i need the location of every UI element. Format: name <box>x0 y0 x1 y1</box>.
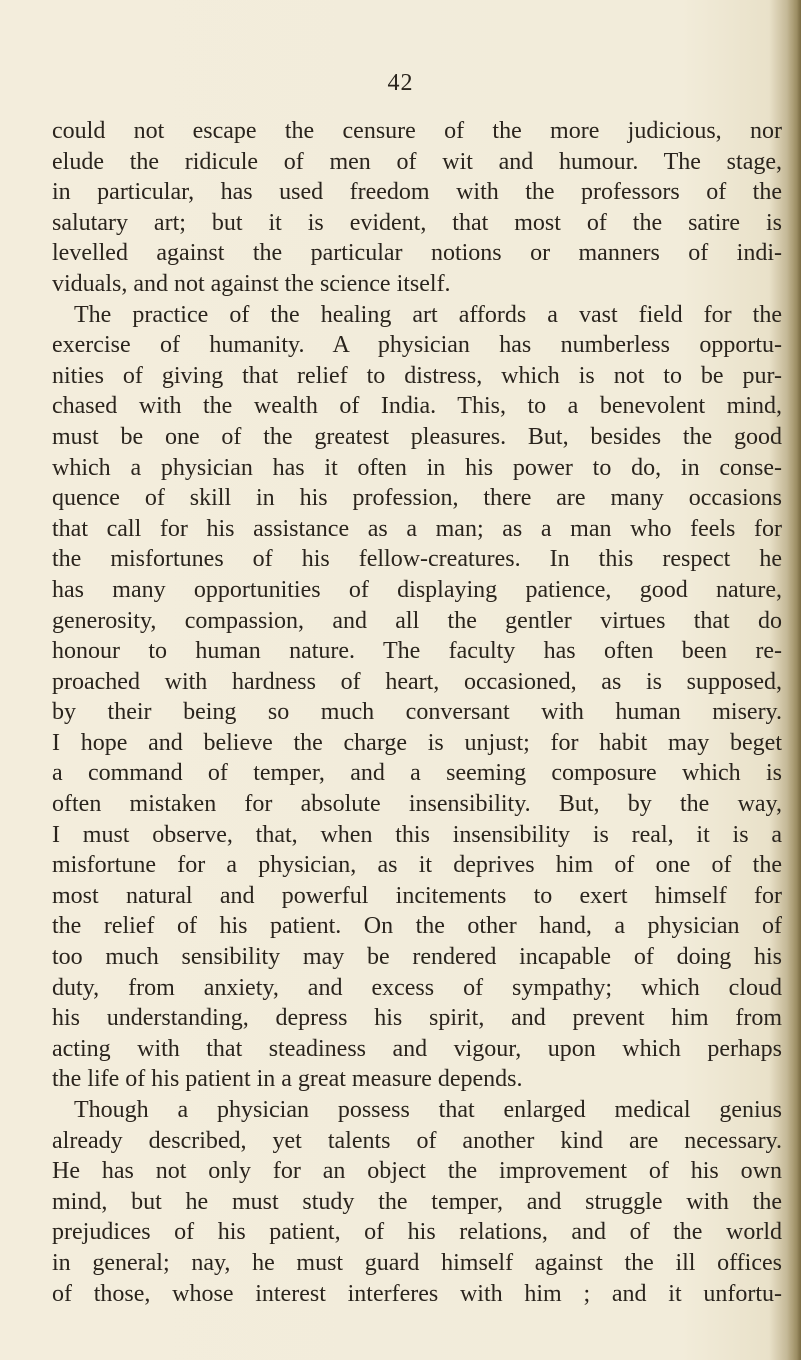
text-line: prejudices of his patient, of his relations, and of the world <box>52 1219 782 1246</box>
text-line: acting with that steadiness and vigour, upon which perhaps <box>52 1035 782 1062</box>
text-line: that call for his assistance as a man; as a man who feels for <box>52 515 782 542</box>
text-line: a command of temper, and a seeming composure which is <box>52 760 782 787</box>
text-line: I hope and believe the charge is unjust; for habit may beget <box>52 729 782 756</box>
page-number: 42 <box>387 70 414 96</box>
text-line: the life of his patient in a great measure depends. <box>52 1066 523 1093</box>
text-line: quence of skill in his profession, there are many occasions <box>52 485 782 512</box>
text-line: too much sensibility may be rendered incapable of doing his <box>52 944 782 971</box>
text-line: duty, from anxiety, and excess of sympathy; which cloud <box>52 974 782 1001</box>
text-line: Though a physician possess that enlarged medical genius <box>74 1097 782 1123</box>
text-line: elude the ridicule of men of wit and humour. The stage, <box>52 148 782 175</box>
text-line: already described, yet talents of another kind are necessary. <box>52 1127 782 1154</box>
text-line: The practice of the healing art affords a vast field for the <box>74 301 782 328</box>
text-line: honour to human nature. The faculty has often been re- <box>52 638 782 665</box>
text-line: proached with hardness of heart, occasioned, as is supposed, <box>52 668 782 695</box>
text-line: which a physician has it often in his power to do, in conse- <box>52 454 782 481</box>
text-line: often mistaken for absolute insensibility. But, by the way, <box>52 791 782 818</box>
text-line: chased with the wealth of India. This, to a benevolent mind, <box>52 393 782 420</box>
body-text <box>52 116 782 1309</box>
text-line: of those, whose interest interferes with him ; and it unfortu- <box>52 1280 782 1307</box>
text-line: mind, but he must study the temper, and struggle with the <box>52 1188 782 1215</box>
text-line: by their being so much conversant with human misery. <box>52 699 782 726</box>
text-line: his understanding, depress his spirit, and prevent him from <box>52 1005 782 1032</box>
page-edge-shadow <box>787 0 801 1360</box>
text-line: misfortune for a physician, as it deprives him of one of the <box>52 852 782 879</box>
text-line: must be one of the greatest pleasures. But, besides the good <box>52 423 782 450</box>
text-line: levelled against the particular notions or manners of indi- <box>52 240 782 267</box>
text-line: has many opportunities of displaying patience, good nature, <box>52 576 782 603</box>
text-line: the misfortunes of his fellow-creatures. In this respect he <box>52 546 782 573</box>
text-line: viduals, and not against the science itself. <box>52 270 451 297</box>
text-line: He has not only for an object the improvement of his own <box>52 1158 782 1185</box>
text-line: salutary art; but it is evident, that most of the satire is <box>52 209 782 236</box>
text-line: exercise of humanity. A physician has numberless opportu- <box>52 332 782 359</box>
text-line: in general; nay, he must guard himself against the ill offices <box>52 1249 782 1276</box>
text-line: nities of giving that relief to distress, which is not to be pur- <box>52 362 782 389</box>
text-line: in particular, has used freedom with the professors of the <box>52 179 782 206</box>
text-line: could not escape the censure of the more judicious, nor <box>52 118 782 144</box>
text-line: most natural and powerful incitements to exert himself for <box>52 882 782 909</box>
text-line: generosity, compassion, and all the gentler virtues that do <box>52 607 782 634</box>
text-line: I must observe, that, when this insensibility is real, it is a <box>52 821 782 848</box>
text-line: the relief of his patient. On the other hand, a physician of <box>52 913 782 940</box>
